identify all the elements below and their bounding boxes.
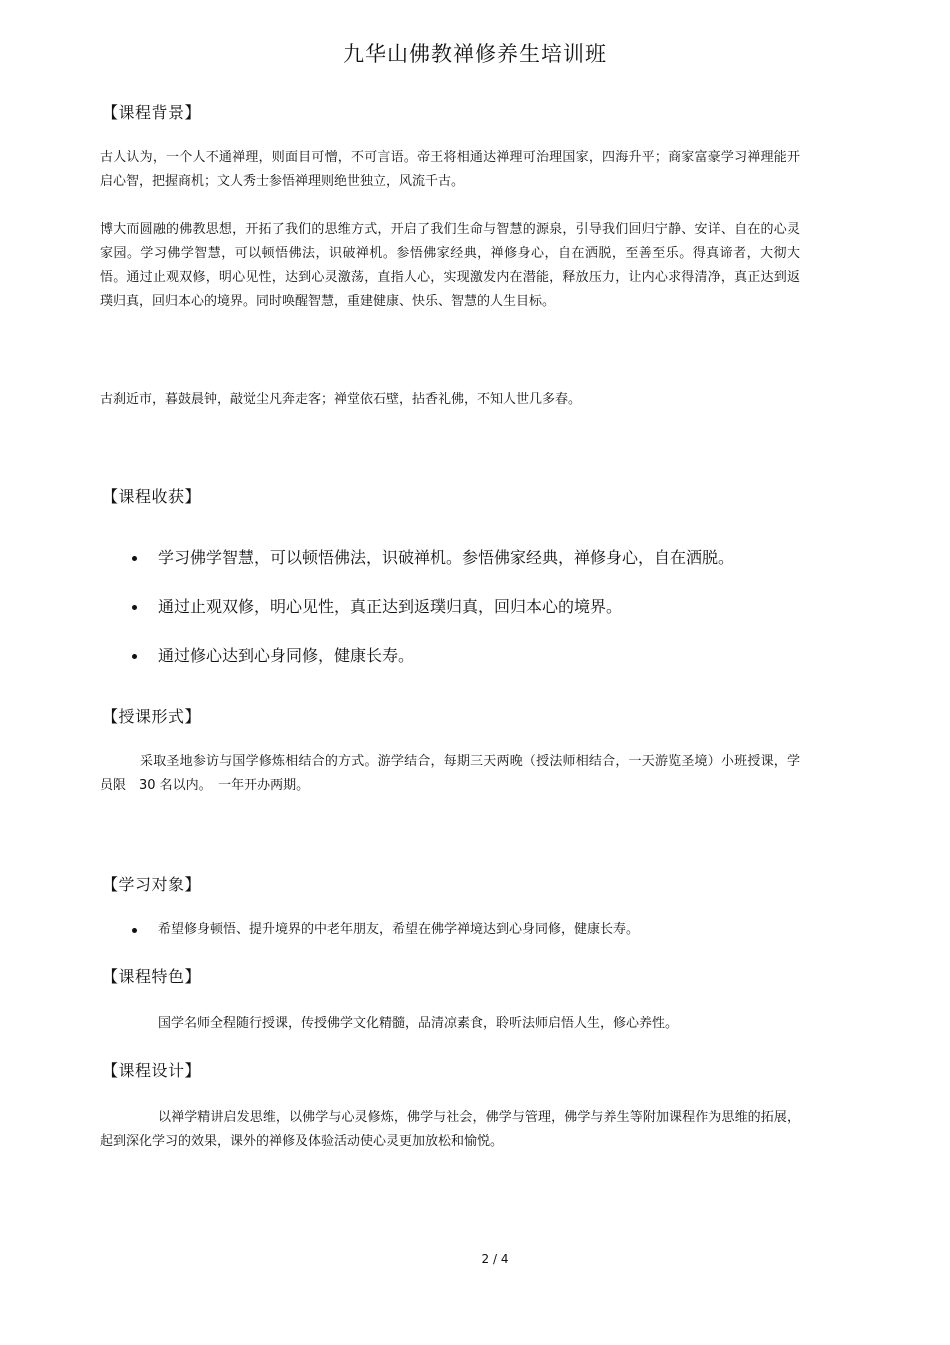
bullet-dot-icon: [132, 654, 137, 659]
features-paragraph: 国学名师全程随行授课，传授佛学文化精髓，品清凉素食，聆听法师启悟人生，修心养性。: [158, 1016, 679, 1031]
document-title: 九华山佛教禅修养生培训班: [343, 42, 607, 66]
list-item: 通过止观双修，明心见性，真正达到返璞归真，回归本心的境界。: [130, 595, 830, 619]
section-heading-features: 【课程特色】: [102, 967, 202, 986]
format-paragraph: 采取圣地参访与国学修炼相结合的方式。游学结合，每期三天两晚（授法师相结合，一天游览圣境）小班授课，学员限 30 名以内。 一年开办两期。: [100, 754, 800, 793]
list-item: 希望修身顿悟、提升境界的中老年朋友，希望在佛学禅境达到心身同修，健康长寿。: [130, 920, 830, 940]
bullet-dot-icon: [132, 928, 137, 933]
section-heading-format: 【授课形式】: [102, 707, 202, 726]
background-paragraph-3: 古刹近市，暮鼓晨钟，敲觉尘凡奔走客；禅堂依石壁，拈香礼佛，不知人世几多春。: [100, 392, 582, 407]
bullet-dot-icon: [132, 556, 137, 561]
section-heading-design: 【课程设计】: [102, 1061, 202, 1080]
audience-list: [130, 920, 830, 940]
design-paragraph: 以禅学精讲启发思维，以佛学与心灵修炼，佛学与社会，佛学与管理，佛学与养生等附加课程作为思维的拓展，起到深化学习的效果，课外的禅修及体验活动使心灵更加放松和愉悦。: [100, 1110, 800, 1149]
background-paragraph-1: 古人认为，一个人不通禅理，则面目可憎，不可言语。帝王将相通达禅理可治理国家，四海升平；商家富豪学习禅理能开启心智，把握商机；文人秀士参悟禅理则绝世独立，风流千古。: [100, 150, 800, 189]
list-item: 学习佛学智慧，可以顿悟佛法，识破禅机。参悟佛家经典，禅修身心，自在洒脱。: [130, 546, 830, 570]
section-heading-gains: 【课程收获】: [102, 487, 202, 506]
bullet-dot-icon: [132, 605, 137, 610]
background-paragraph-2: 博大而圆融的佛教思想，开拓了我们的思维方式，开启了我们生命与智慧的源泉，引导我们回归宁静、安详、自在的心灵家园。学习佛学智慧，可以顿悟佛法，识破禅机。参悟佛家经典，禅修身心，自在洒脱，至善至乐。得真谛者，大彻大悟。通过止观双修，明心见性，达到心灵激荡，直指人心，实现激发内在潜能，释放压力，让内心求得清净，真正达到返璞归真，回归本心的境界。同时唤醒智慧，重建健康、快乐、智慧的人生目标。: [100, 222, 800, 309]
section-heading-audience: 【学习对象】: [102, 875, 202, 894]
page-number: 2 / 4: [481, 1252, 509, 1266]
list-item: 通过修心达到心身同修，健康长寿。: [130, 644, 830, 668]
section-heading-background: 【课程背景】: [102, 103, 202, 122]
gains-list: [130, 546, 830, 693]
